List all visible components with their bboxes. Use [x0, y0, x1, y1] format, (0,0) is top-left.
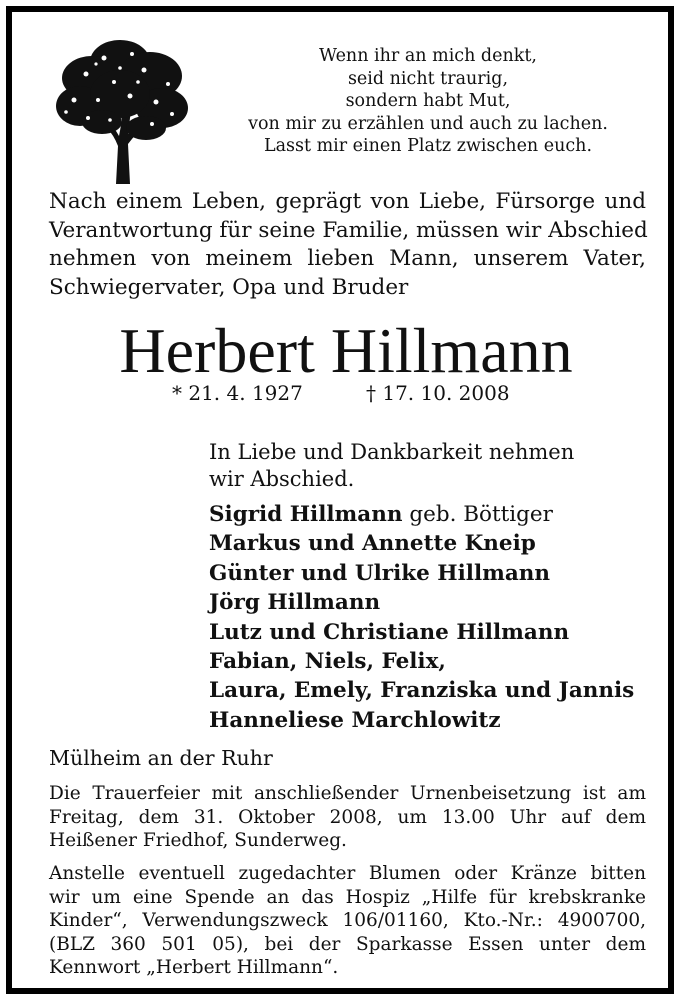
family-member: [209, 647, 649, 676]
intro-line: Nach einem Leben, geprägt von Liebe, Fürsorge und: [49, 189, 646, 214]
family-member-name: Fabian, Niels, Felix,: [209, 649, 446, 675]
tree-icon: [52, 34, 190, 184]
farewell-line: wir Abschied.: [209, 467, 355, 491]
family-member: [209, 706, 649, 735]
maiden-name: geb. Böttiger: [402, 502, 553, 527]
family-member: [209, 676, 649, 705]
death-date: † 17. 10. 2008: [366, 381, 510, 405]
funeral-line: Heißener Friedhof, Sunderweg.: [49, 830, 347, 851]
family-member-name: Günter und Ulrike Hillmann: [209, 560, 551, 586]
family-member: [209, 529, 649, 558]
family-member-name: Laura, Emely, Franziska und Jannis: [209, 678, 635, 704]
family-member-name: Markus und Annette Kneip: [209, 531, 536, 557]
family-member: [209, 618, 649, 647]
family-member-name: Lutz und Christiane Hillmann: [209, 619, 570, 645]
family-member-name: Hanneliese Marchlowitz: [209, 707, 501, 733]
family-member: [209, 588, 649, 617]
donation-line: (BLZ 360 501 05), bei der Sparkasse Essen unter dem: [49, 933, 646, 955]
family-member: [209, 559, 649, 588]
donation-info: [49, 862, 646, 980]
city: Mülheim an der Ruhr: [49, 746, 273, 770]
donation-line: Kennwort „Herbert Hillmann“.: [49, 957, 339, 978]
farewell-text: [209, 439, 629, 493]
donation-line: Kinder“, Verwendungszweck 106/01160, Kto.-Nr.: 4900700,: [49, 910, 646, 931]
poem-line: von mir zu erzählen und auch zu lachen.: [248, 113, 608, 134]
poem-line: sondern habt Mut,: [345, 91, 511, 111]
poem-line: Wenn ihr an mich denkt,: [319, 46, 537, 66]
intro-line: Verantwortung für seine Familie, müssen wir Abschied: [49, 217, 648, 243]
obituary-notice: [6, 6, 674, 994]
poem-line: seid nicht traurig,: [347, 68, 509, 89]
intro-text: [49, 188, 646, 302]
funeral-line: Freitag, dem 31. Oktober 2008, um 13.00 Uhr auf dem: [49, 806, 646, 828]
family-member: [209, 500, 649, 529]
intro-line: Schwiegervater, Opa und Bruder: [49, 274, 409, 300]
intro-line: nehmen von meinem lieben Mann, unserem Vater,: [49, 246, 646, 272]
poem-line: Lasst mir einen Platz zwischen euch.: [263, 136, 593, 156]
donation-line: wir um eine Spende an das Hospiz „Hilfe für krebskranke: [49, 886, 646, 908]
family-member-name: Sigrid Hillmann: [209, 502, 403, 527]
deceased-name: Herbert Hillmann: [119, 315, 573, 386]
family-member-name: Jörg Hillmann: [209, 590, 381, 616]
funeral-info: [49, 782, 646, 853]
farewell-line: In Liebe und Dankbarkeit nehmen: [209, 440, 575, 464]
funeral-line: Die Trauerfeier mit anschließender Urnenbeisetzung ist am: [49, 783, 646, 804]
birth-date: * 21. 4. 1927: [172, 381, 303, 405]
poem: [212, 45, 644, 158]
donation-line: Anstelle eventuell zugedachter Blumen oder Kränze bitten: [49, 863, 646, 884]
family-list: [209, 500, 649, 735]
